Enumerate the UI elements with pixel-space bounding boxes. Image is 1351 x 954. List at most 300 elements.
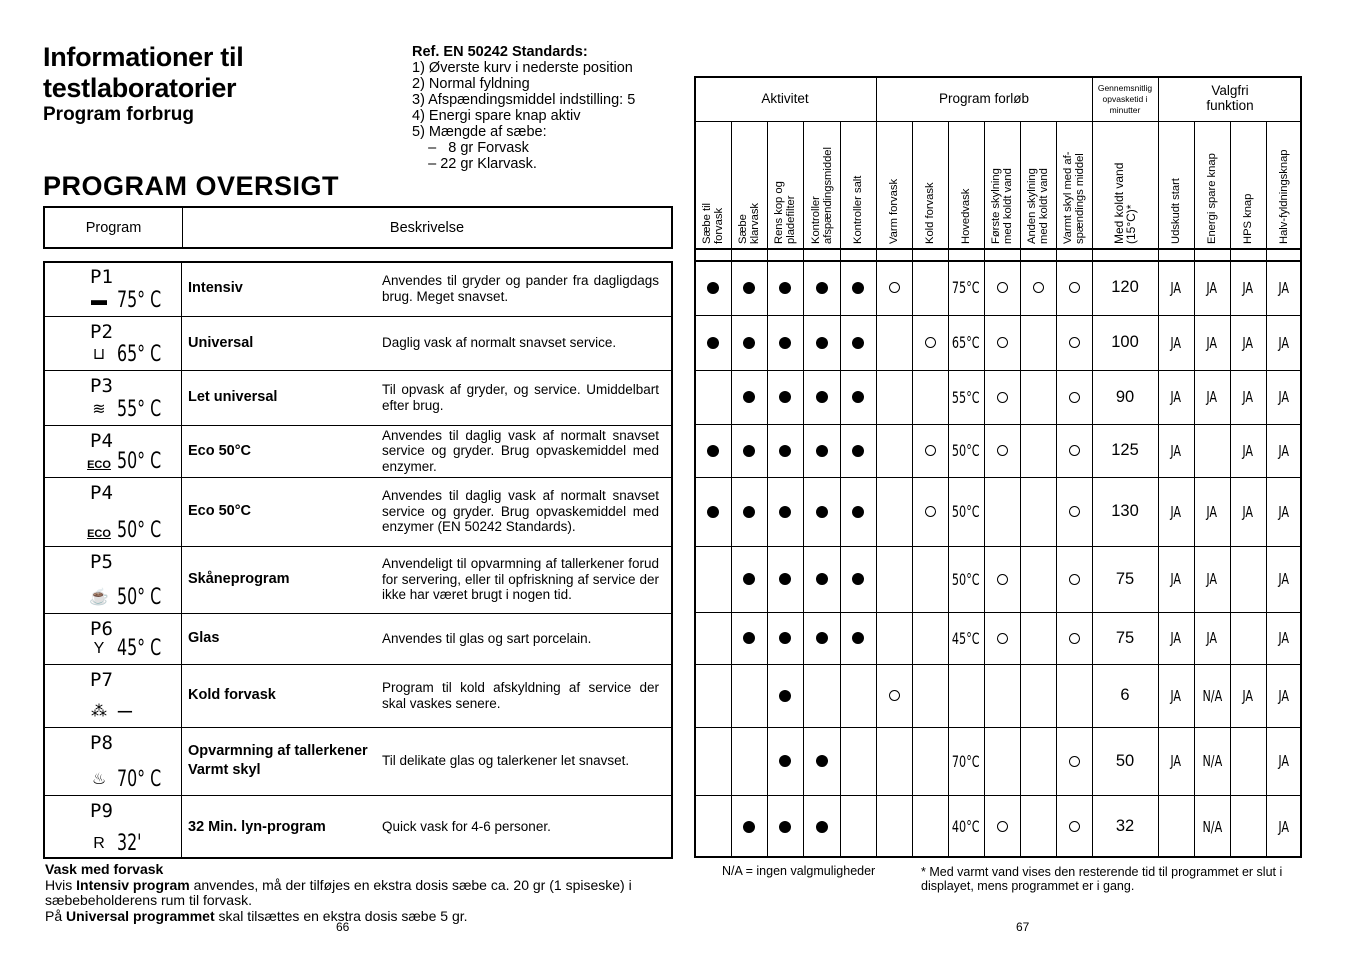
option-availability: JA <box>1242 278 1254 297</box>
matrix-cell <box>840 424 876 477</box>
wash-temperature: 45°C <box>952 628 980 648</box>
program-name: Intensiv <box>188 280 243 296</box>
matrix-cell <box>1194 315 1230 370</box>
avg-time-minutes: 32 <box>1115 817 1135 835</box>
filled-dot-icon <box>779 573 791 585</box>
reference-line: 2) Normal fyldning <box>412 76 530 92</box>
filled-dot-icon <box>707 506 719 518</box>
open-circle-icon <box>997 337 1008 348</box>
program-name: Glas <box>188 630 220 646</box>
program-temperature: 50° C <box>117 449 162 474</box>
header-program: Program <box>45 208 183 247</box>
open-circle-icon <box>1069 633 1080 644</box>
note-asterisk: * Med varmt vand vises den resterende tid til programmet er slut i displayet, mens programmet er i gang. <box>921 865 1283 893</box>
page-title: Informationer til testlaboratorier <box>43 42 244 103</box>
filled-dot-icon <box>743 282 755 294</box>
filled-dot-icon <box>743 391 755 403</box>
matrix-cell <box>984 260 1020 315</box>
matrix-cell <box>803 795 840 858</box>
program-name: Opvarmning af tallerkener Varmt skyl <box>188 743 368 778</box>
matrix-cell <box>948 727 984 795</box>
open-circle-icon <box>1033 282 1044 293</box>
program-row <box>45 613 671 665</box>
avg-time-minutes: 125 <box>1111 441 1139 459</box>
matrix-cell <box>1092 727 1158 795</box>
column-header: Sæbe klarvask <box>737 202 761 244</box>
matrix-cell <box>1092 370 1158 424</box>
grid-line <box>694 248 1302 250</box>
matrix-cell <box>1194 370 1230 424</box>
program-row <box>45 664 671 728</box>
matrix-cell <box>1158 727 1194 795</box>
matrix-cell <box>803 477 840 546</box>
open-circle-icon <box>997 633 1008 644</box>
option-availability: JA <box>1278 278 1290 297</box>
filled-dot-icon <box>707 445 719 457</box>
column-header: Energi spare knap <box>1206 153 1218 244</box>
matrix-cell <box>803 424 840 477</box>
program-code: P4 <box>90 482 113 504</box>
program-description: Quick vask for 4-6 personer. <box>382 819 551 835</box>
plates-icon: ≋ <box>92 401 106 418</box>
filled-dot-icon <box>816 821 828 833</box>
note-na: N/A = ingen valgmuligheder <box>722 864 876 878</box>
matrix-cell <box>984 546 1020 612</box>
filled-dot-icon <box>779 690 791 702</box>
filled-dot-icon <box>816 445 828 457</box>
matrix-cell <box>1158 612 1194 664</box>
program-name: Skåneprogram <box>188 571 290 587</box>
matrix-cell <box>948 795 984 858</box>
filled-dot-icon <box>816 506 828 518</box>
option-availability: JA <box>1278 752 1290 770</box>
option-availability: JA <box>1278 629 1290 647</box>
pot-icon: ▬ <box>91 292 107 309</box>
option-availability: JA <box>1206 333 1218 352</box>
matrix-cell <box>948 477 984 546</box>
matrix-cell <box>767 424 803 477</box>
matrix-cell <box>1158 477 1194 546</box>
open-circle-icon <box>997 445 1008 456</box>
matrix-cell <box>1194 260 1230 315</box>
matrix-cell <box>984 612 1020 664</box>
reference-line: 3) Afspændingsmiddel indstilling: 5 <box>412 92 636 108</box>
program-code: P2 <box>90 321 113 343</box>
open-circle-icon <box>1069 445 1080 456</box>
option-availability: JA <box>1170 333 1182 352</box>
grid-line <box>984 121 985 858</box>
avg-time-minutes: 75 <box>1115 628 1135 647</box>
wash-temperature: 50°C <box>952 441 980 460</box>
eco-icon: ECO <box>87 528 111 540</box>
option-availability: JA <box>1278 817 1290 836</box>
reference-standards <box>412 44 635 172</box>
matrix-cell <box>1266 546 1302 612</box>
header-description: Beskrivelse <box>389 219 465 236</box>
program-code: P5 <box>90 551 113 573</box>
page-number-left: 66 <box>336 920 350 934</box>
program-description: Anvendes til glas og sart porcelain. <box>382 630 592 646</box>
matrix-cell <box>767 370 803 424</box>
column-header: Med koldt vand (15°C)* <box>1112 162 1138 244</box>
filled-dot-icon <box>852 282 864 294</box>
matrix-cell <box>1092 315 1158 370</box>
program-temperature: 45° C <box>117 636 162 661</box>
option-availability: JA <box>1278 333 1290 352</box>
filled-dot-icon <box>743 632 755 644</box>
matrix-cell <box>1092 795 1158 858</box>
matrix-cell <box>1266 370 1302 424</box>
matrix-cell <box>1194 664 1230 727</box>
filled-dot-icon <box>743 445 755 457</box>
column-header: Første skylning med koldt vand <box>990 168 1014 244</box>
filled-dot-icon <box>743 506 755 518</box>
matrix-cell <box>731 546 767 612</box>
matrix-cell <box>1056 424 1092 477</box>
glass-icon: Y <box>93 640 105 657</box>
option-availability: JA <box>1170 278 1182 297</box>
matrix-cell <box>876 664 912 727</box>
grid-line <box>1020 121 1021 858</box>
matrix-cell <box>912 424 948 477</box>
program-description: Til opvask af gryder, og service. Umiddelbart efter brug. <box>382 382 659 413</box>
column-header: Anden skylning med koldt vand <box>1026 168 1050 244</box>
option-availability: JA <box>1170 502 1182 521</box>
program-temperature: 70° C <box>117 767 162 792</box>
matrix-cell <box>731 612 767 664</box>
matrix-cell <box>731 477 767 546</box>
filled-dot-icon <box>779 337 791 349</box>
open-circle-icon <box>1069 392 1080 403</box>
program-name: Universal <box>188 334 254 351</box>
filled-dot-icon <box>779 282 791 294</box>
program-symbol <box>45 477 182 546</box>
program-description: Til delikate glas og talerkener let snavset. <box>382 753 630 769</box>
matrix-cell <box>1194 795 1230 858</box>
page-subtitle: Program forbrug <box>43 104 194 125</box>
option-availability: JA <box>1242 502 1254 521</box>
matrix-cell <box>803 546 840 612</box>
program-name: Eco 50°C <box>188 442 252 459</box>
matrix-cell <box>1194 727 1230 795</box>
column-header: HPS knap <box>1242 193 1254 244</box>
matrix-cell <box>1230 477 1266 546</box>
filled-dot-icon <box>707 337 719 349</box>
matrix-cell <box>731 424 767 477</box>
matrix-cell <box>984 315 1020 370</box>
program-table <box>43 261 673 859</box>
program-table-header <box>43 206 673 249</box>
matrix-cell <box>1194 612 1230 664</box>
matrix-cell <box>1158 546 1194 612</box>
matrix-cell <box>876 260 912 315</box>
avg-time-minutes: 90 <box>1115 387 1135 406</box>
matrix-cell <box>694 315 731 370</box>
program-description: Anvendes til daglig vask af normalt snavset service og gryder. Brug opvaskemiddel med enzymer. <box>382 427 659 474</box>
option-availability: JA <box>1170 388 1182 406</box>
matrix-cell <box>1230 664 1266 727</box>
matrix-cell <box>1230 315 1266 370</box>
program-name: Eco 50°C <box>188 503 252 519</box>
program-code: P4 <box>90 430 113 452</box>
matrix-cell <box>1266 664 1302 727</box>
program-temperature: — <box>117 699 133 724</box>
matrix-cell <box>948 424 984 477</box>
column-header: Varmt skyl med af- spændings middel <box>1062 151 1086 244</box>
wash-temperature: 50°C <box>952 569 980 589</box>
eco-icon: ECO <box>87 459 111 471</box>
matrix-cell <box>948 260 984 315</box>
matrix-cell <box>912 477 948 546</box>
filled-dot-icon <box>852 445 864 457</box>
filled-dot-icon <box>743 337 755 349</box>
filled-dot-icon <box>816 755 828 767</box>
option-availability: JA <box>1278 441 1290 460</box>
filled-dot-icon <box>816 632 828 644</box>
matrix-cell <box>1266 260 1302 315</box>
program-temperature: 75° C <box>117 288 162 313</box>
wash-temperature: 70°C <box>952 751 980 771</box>
group-avg-time: Gennemsnitlig opvasketid i minutter <box>1097 82 1153 115</box>
matrix-cell <box>840 477 876 546</box>
reference-line: – 8 gr Forvask <box>412 140 529 156</box>
reference-line: 1) Øverste kurv i nederste position <box>412 60 633 76</box>
filled-dot-icon <box>816 282 828 294</box>
open-circle-icon <box>1069 756 1080 767</box>
wash-temperature: 55°C <box>952 387 980 407</box>
program-row <box>45 370 671 426</box>
option-availability: JA <box>1170 686 1182 705</box>
matrix-cell <box>1230 370 1266 424</box>
open-circle-icon <box>997 574 1008 585</box>
option-availability: JA <box>1206 570 1218 588</box>
program-temperature: 65° C <box>117 342 162 367</box>
matrix-cell <box>912 315 948 370</box>
matrix-cell <box>767 795 803 858</box>
option-availability: JA <box>1278 388 1290 406</box>
filled-dot-icon <box>779 506 791 518</box>
program-name: Let universal <box>188 389 278 405</box>
filled-dot-icon <box>779 445 791 457</box>
matrix-cell <box>803 370 840 424</box>
open-circle-icon <box>997 392 1008 403</box>
pan-icon: ⊔ <box>92 346 106 363</box>
wash-temperature: 75°C <box>952 278 980 297</box>
program-symbol <box>45 425 182 477</box>
column-header: Halv-fyldningsknap <box>1278 149 1290 244</box>
matrix-cell <box>1056 546 1092 612</box>
option-availability: JA <box>1242 441 1254 460</box>
program-row <box>45 546 671 614</box>
matrix-cell <box>1158 315 1194 370</box>
program-name: Kold forvask <box>188 687 276 703</box>
matrix-cell <box>1092 424 1158 477</box>
matrix-cell <box>803 612 840 664</box>
program-description: Anvendes til gryder og pander fra dagligdags brug. Meget snavset. <box>382 273 659 304</box>
option-availability: N/A <box>1202 686 1222 705</box>
filled-dot-icon <box>816 337 828 349</box>
column-header: Varm forvask <box>888 178 900 244</box>
matrix-cell <box>767 612 803 664</box>
matrix-cell <box>731 315 767 370</box>
matrix-cell <box>767 664 803 727</box>
program-row <box>45 477 671 547</box>
group-optional-function: Valgfri funktion <box>1206 83 1254 113</box>
program-description: Program til kold afskyldning af service der skal vaskes senere. <box>382 680 659 711</box>
matrix-cell <box>948 370 984 424</box>
matrix-cell <box>731 370 767 424</box>
program-row <box>45 316 671 371</box>
open-circle-icon <box>1069 337 1080 348</box>
program-temperature: 32' <box>117 831 142 856</box>
matrix-cell <box>1092 260 1158 315</box>
cup-icon: ☕ <box>89 589 109 606</box>
reference-line: – 22 gr Klarvask. <box>412 156 537 172</box>
matrix-cell <box>1056 477 1092 546</box>
matrix-cell <box>731 260 767 315</box>
program-row <box>45 425 671 478</box>
open-circle-icon <box>1069 506 1080 517</box>
matrix-cell <box>1056 612 1092 664</box>
group-activity: Aktivitet <box>761 91 809 106</box>
option-availability: N/A <box>1202 752 1222 770</box>
option-availability: JA <box>1206 388 1218 406</box>
matrix-cell <box>1092 664 1158 727</box>
filled-dot-icon <box>852 506 864 518</box>
filled-dot-icon <box>779 391 791 403</box>
wash-temperature: 40°C <box>952 817 980 836</box>
program-matrix <box>694 76 1304 858</box>
matrix-cell <box>1230 260 1266 315</box>
program-symbol <box>45 795 182 859</box>
option-availability: JA <box>1206 629 1218 647</box>
filled-dot-icon <box>852 573 864 585</box>
reference-line: 4) Energi spare knap aktiv <box>412 108 581 124</box>
open-circle-icon <box>1069 282 1080 293</box>
matrix-cell <box>1020 260 1056 315</box>
matrix-cell <box>840 315 876 370</box>
program-code: P3 <box>90 375 113 397</box>
matrix-cell <box>694 260 731 315</box>
filled-dot-icon <box>743 573 755 585</box>
program-code: P7 <box>90 669 113 691</box>
matrix-cell <box>1056 315 1092 370</box>
matrix-cell <box>840 612 876 664</box>
program-temperature: 50° C <box>117 518 162 543</box>
reference-line: 5) Mængde af sæbe: <box>412 124 547 140</box>
matrix-cell <box>948 546 984 612</box>
open-circle-icon <box>925 337 936 348</box>
option-availability: JA <box>1242 686 1254 705</box>
column-header: Rens kop og pladefilter <box>773 181 797 244</box>
matrix-cell <box>694 424 731 477</box>
column-header: Sæbe til forvask <box>700 202 725 244</box>
filled-dot-icon <box>779 821 791 833</box>
group-program-course: Program forløb <box>938 91 1030 106</box>
matrix-cell <box>1092 477 1158 546</box>
option-availability: JA <box>1242 388 1254 406</box>
option-availability: JA <box>1242 333 1254 352</box>
program-description: Anvendes til daglig vask af normalt snavset service og gryder. Brug opvaskemiddel med enzymer (EN 50242 Standards). <box>382 488 659 535</box>
open-circle-icon <box>889 282 900 293</box>
prewash-heading: Vask med forvask <box>45 861 164 877</box>
program-code: P6 <box>90 618 113 640</box>
program-description: Anvendeligt til opvarmning af tallerkener forud for servering, eller til opfriskning af service der ikke har været brugt i nogen tid. <box>382 556 659 603</box>
matrix-cell <box>803 260 840 315</box>
program-description: Daglig vask af normalt snavset service. <box>382 335 617 351</box>
program-name: 32 Min. lyn-program <box>188 818 326 835</box>
prewash-note: Vask med forvask Hvis Intensiv program anvendes, må der tilføjes en ekstra dosis sæbe ca. 20 gr (1 spiseske) i sæbebeholderens rum til forvask. På Universal programmet skal tilsættes en ekstra dosis sæbe 5 gr. <box>45 861 632 924</box>
option-availability: JA <box>1278 686 1290 705</box>
matrix-cell <box>1266 795 1302 858</box>
warm-rinse-icon: ♨ <box>91 771 107 788</box>
open-circle-icon <box>925 506 936 517</box>
column-header: Kontroller afspændingsmiddel <box>809 146 834 244</box>
matrix-cell <box>1158 370 1194 424</box>
matrix-cell <box>803 727 840 795</box>
filled-dot-icon <box>707 282 719 294</box>
matrix-cell <box>840 370 876 424</box>
matrix-cell <box>984 424 1020 477</box>
open-circle-icon <box>889 690 900 701</box>
matrix-cell <box>1266 315 1302 370</box>
program-code: P9 <box>90 800 113 822</box>
matrix-cell <box>1266 727 1302 795</box>
matrix-cell <box>767 477 803 546</box>
program-row <box>45 795 671 859</box>
avg-time-minutes: 130 <box>1111 502 1139 520</box>
matrix-cell <box>840 260 876 315</box>
matrix-cell <box>767 315 803 370</box>
matrix-cell <box>1230 424 1266 477</box>
program-symbol <box>45 261 182 316</box>
matrix-cell <box>948 612 984 664</box>
matrix-cell <box>1194 546 1230 612</box>
matrix-cell <box>1056 260 1092 315</box>
column-header: Udskudt start <box>1170 178 1182 244</box>
program-temperature: 55° C <box>117 397 162 422</box>
option-availability: N/A <box>1202 817 1222 836</box>
filled-dot-icon <box>743 821 755 833</box>
avg-time-minutes: 6 <box>1120 686 1130 704</box>
matrix-cell <box>1266 612 1302 664</box>
matrix-cell <box>984 795 1020 858</box>
matrix-cell <box>767 727 803 795</box>
open-circle-icon <box>1069 574 1080 585</box>
program-code: P1 <box>90 266 113 288</box>
option-availability: JA <box>1206 502 1218 521</box>
program-row <box>45 261 671 317</box>
matrix-cell <box>1158 260 1194 315</box>
rapid-icon: R <box>93 835 105 852</box>
filled-dot-icon <box>852 632 864 644</box>
option-availability: JA <box>1170 752 1182 770</box>
program-row <box>45 727 671 796</box>
matrix-cell <box>840 546 876 612</box>
matrix-cell <box>1158 664 1194 727</box>
option-availability: JA <box>1170 629 1182 647</box>
page-number-right: 67 <box>1016 920 1030 934</box>
program-symbol <box>45 370 182 425</box>
matrix-cell <box>767 260 803 315</box>
program-symbol <box>45 316 182 370</box>
filled-dot-icon <box>852 391 864 403</box>
overview-title: PROGRAM OVERSIGT <box>43 171 340 201</box>
option-availability: JA <box>1170 570 1182 588</box>
open-circle-icon <box>997 282 1008 293</box>
matrix-cell <box>1056 370 1092 424</box>
matrix-cell <box>1092 546 1158 612</box>
